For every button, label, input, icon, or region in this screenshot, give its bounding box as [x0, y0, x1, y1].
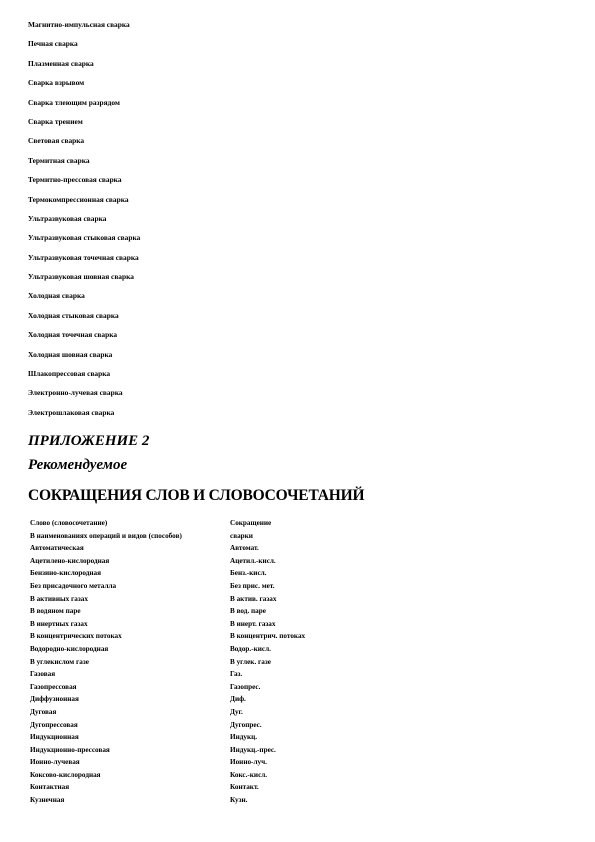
table-row: [30, 567, 350, 580]
abbreviation-cell: В инерт. газах: [230, 619, 276, 628]
list-item: Термокомпрессионная сварка: [28, 194, 129, 204]
table-row: [30, 630, 350, 643]
word-cell: Дугопрессовая: [30, 720, 78, 729]
list-item: Магнитно-импульсная сварка: [28, 20, 130, 29]
abbreviation-cell: Дугопрес.: [230, 720, 262, 729]
word-cell: Водородно-кислородная: [30, 644, 109, 653]
list-item: Световая сварка: [28, 136, 85, 146]
abbreviation-cell: Без прис. мет.: [230, 581, 275, 590]
abbreviation-cell: Ионно-луч.: [230, 758, 267, 767]
abbreviation-cell: Ацетил.-кисл.: [230, 556, 276, 565]
list-item: Ультразвуковая сварка: [28, 213, 107, 223]
list-item: Термитно-прессовая сварка: [28, 175, 122, 185]
table-row: [30, 744, 350, 757]
abbreviation-cell: В углек. газе: [230, 657, 271, 666]
word-cell: Ионно-лучевая: [30, 758, 80, 767]
welding-types-list: [28, 15, 568, 422]
abbreviation-cell: Индукц.: [230, 733, 258, 742]
list-item: Плазменная сварка: [28, 58, 94, 68]
word-cell: Индукционная: [30, 733, 79, 742]
word-cell: Автоматическая: [30, 544, 84, 553]
list-item: Ультразвуковая точечная сварка: [28, 252, 139, 262]
word-cell: Газовая: [30, 670, 56, 679]
table-row: [30, 681, 350, 694]
table-row: [30, 781, 350, 794]
word-cell: Дуговая: [30, 707, 57, 716]
table-row: [30, 580, 350, 593]
header-abbreviation: Сокращение: [230, 519, 272, 527]
table-header-row: [30, 517, 350, 530]
appendix-title: ПРИЛОЖЕНИЕ 2: [28, 433, 150, 449]
word-cell: Ацетилено-кислородная: [30, 556, 110, 565]
table-row: [30, 643, 350, 656]
abbreviation-cell: сварки: [230, 531, 253, 540]
list-item: Печная сварка: [28, 39, 78, 49]
list-item: Холодная сварка: [28, 291, 85, 301]
word-cell: Коксово-кислородная: [30, 770, 101, 779]
word-cell: В водяном паре: [30, 607, 81, 616]
section-title: СОКРАЩЕНИЯ СЛОВ И СЛОВОСОЧЕТАНИЙ: [28, 487, 365, 504]
word-cell: В инертных газах: [30, 619, 88, 628]
word-cell: В углекислом газе: [30, 657, 89, 666]
abbreviation-cell: Водор.-кисл.: [230, 644, 271, 653]
list-item: Ультразвуковая стыковая сварка: [28, 233, 141, 243]
table-row: [30, 555, 350, 568]
table-row: [30, 530, 350, 543]
abbreviation-cell: Диф.: [230, 695, 246, 704]
table-row: [30, 769, 350, 782]
table-row: [30, 756, 350, 769]
list-item: Сварка взрывом: [28, 78, 85, 88]
abbreviation-cell: Кокс.-кисл.: [230, 770, 268, 779]
table-row: [30, 668, 350, 681]
list-item: Электрошлаковая сварка: [28, 407, 115, 417]
abbreviation-cell: В вод. паре: [230, 607, 266, 616]
table-row: [30, 656, 350, 669]
table-row: [30, 542, 350, 555]
abbreviation-cell: Дуг.: [230, 707, 243, 716]
abbreviation-cell: Кузн.: [230, 796, 248, 805]
abbreviation-cell: Контакт.: [230, 783, 259, 792]
word-cell: В концентрических потоках: [30, 632, 122, 641]
abbreviation-cell: Газопрес.: [230, 682, 261, 691]
abbreviation-cell: Индукц.-прес.: [230, 745, 276, 754]
list-item: Электронно-лучевая сварка: [28, 388, 123, 398]
word-cell: Газопрессовая: [30, 682, 77, 691]
word-cell: Диффузионная: [30, 695, 79, 704]
abbreviation-cell: В концентрич. потоках: [230, 632, 306, 641]
word-cell: Кузнечная: [30, 796, 65, 805]
list-item: Сварка трением: [28, 116, 83, 126]
table-row: [30, 593, 350, 606]
list-item: Холодная точечная сварка: [28, 330, 118, 340]
table-row: [30, 731, 350, 744]
table-row: [30, 605, 350, 618]
abbreviation-cell: Автомат.: [230, 544, 259, 553]
list-item: Сварка тлеющим разрядом: [28, 97, 120, 107]
list-item: Холодная шовная сварка: [28, 349, 113, 359]
word-cell: В активных газах: [30, 594, 88, 603]
table-row: [30, 706, 350, 719]
word-cell: Без присадочного металла: [30, 581, 117, 590]
list-item: Ультразвуковая шовная сварка: [28, 272, 134, 282]
abbreviation-cell: Бенз.-кисл.: [230, 569, 267, 578]
word-cell: Индукционно-прессовая: [30, 745, 110, 754]
appendix-subtitle: Рекомендуемое: [28, 457, 128, 473]
abbreviations-table: [30, 517, 350, 807]
table-row: [30, 618, 350, 631]
list-item: Термитная сварка: [28, 155, 90, 165]
word-cell: Бензино-кислородная: [30, 569, 101, 578]
table-row: [30, 719, 350, 732]
word-cell: Контактная: [30, 783, 70, 792]
word-cell: В наименованиях операций и видов (способов): [30, 531, 182, 540]
abbreviation-cell: В актив. газах: [230, 594, 277, 603]
table-row: [30, 794, 350, 807]
table-row: [30, 693, 350, 706]
header-word: Слово (словосочетание): [30, 519, 108, 527]
list-item: Холодная стыковая сварка: [28, 310, 119, 320]
list-item: Шлакопрессовая сварка: [28, 369, 111, 379]
abbreviation-cell: Газ.: [230, 670, 243, 679]
